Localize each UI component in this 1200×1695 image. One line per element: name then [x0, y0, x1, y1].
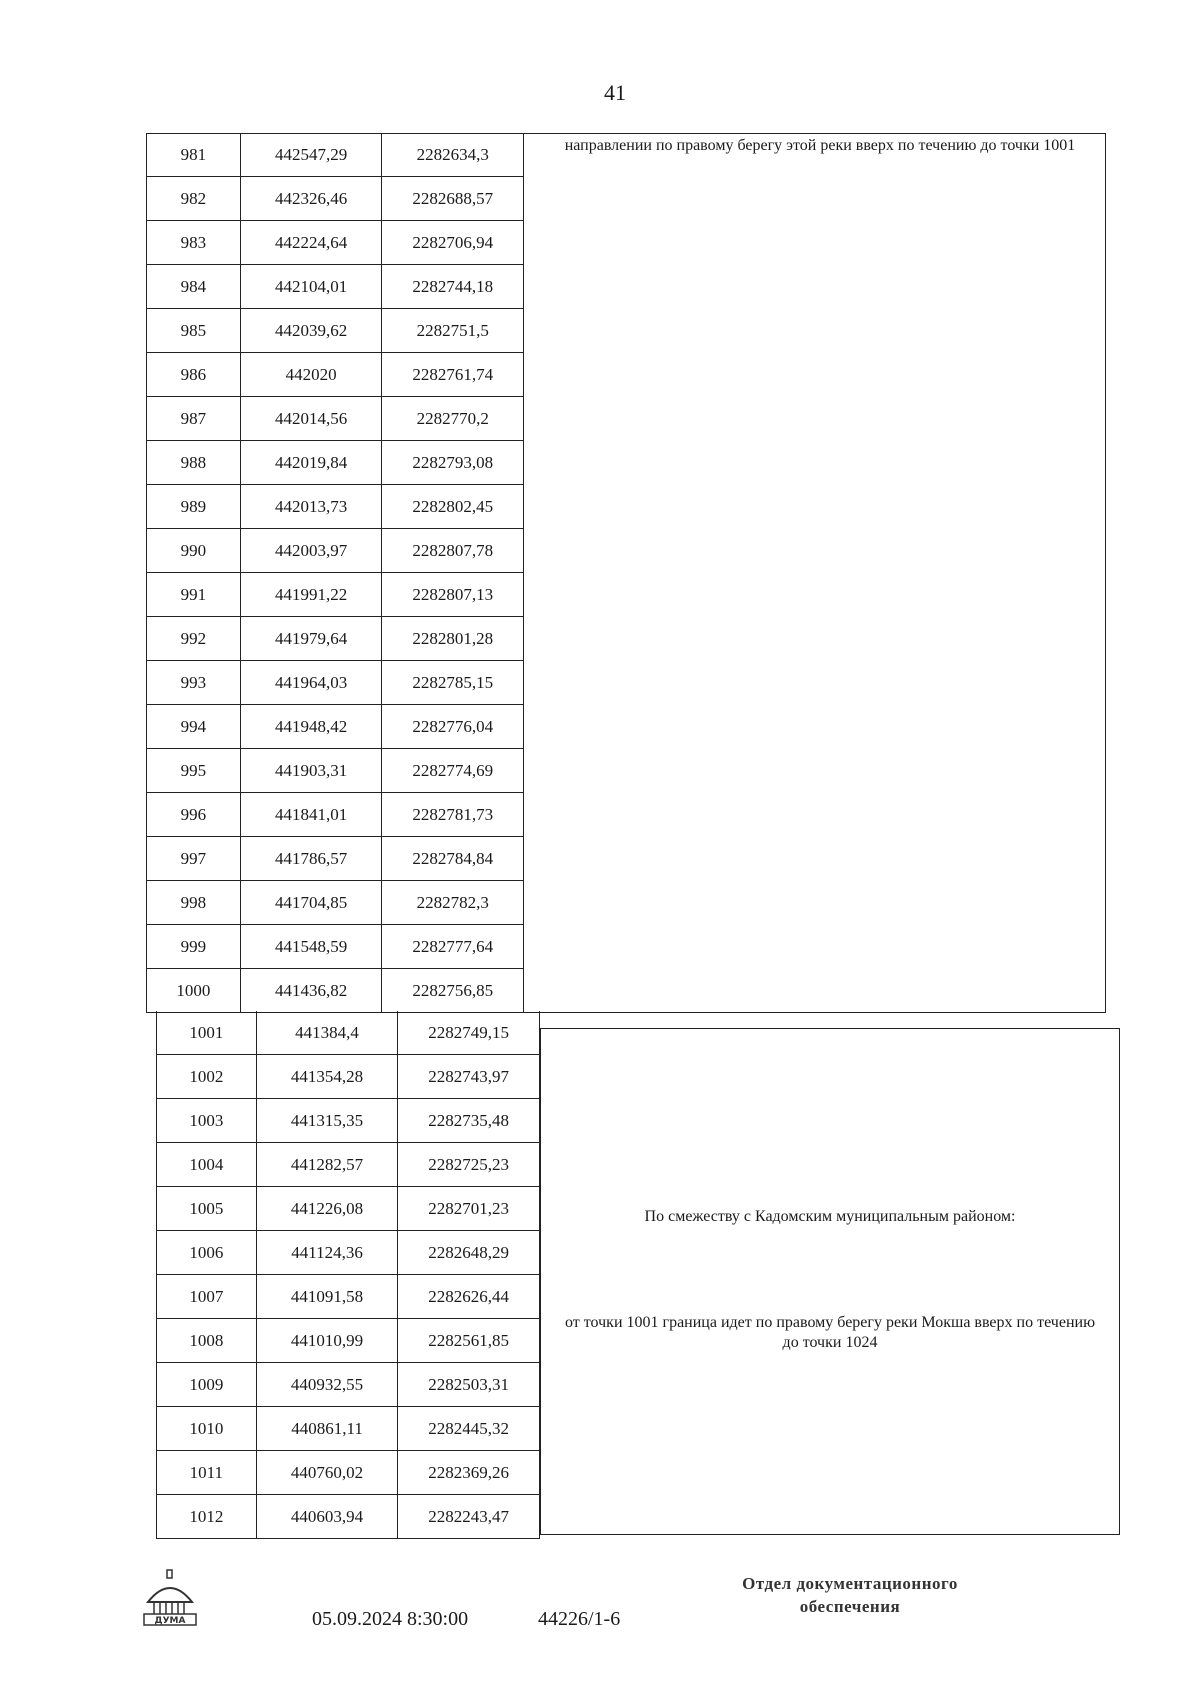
table-row [146, 617, 524, 661]
point-number-cell: 983 [147, 221, 241, 264]
x-coordinate-cell: 441991,22 [241, 573, 383, 616]
x-coordinate-cell: 442039,62 [241, 309, 383, 352]
y-coordinate-cell: 2282782,3 [382, 881, 524, 924]
x-coordinate-cell: 442104,01 [241, 265, 383, 308]
y-coordinate-cell: 2282801,28 [382, 617, 524, 660]
y-coordinate-cell: 2282706,94 [382, 221, 524, 264]
y-coordinate-cell: 2282784,84 [382, 837, 524, 880]
description-heading: По смежеству с Кадомским муниципальным районом: [644, 1208, 1016, 1225]
point-number-cell: 994 [147, 705, 241, 748]
table-row [146, 969, 524, 1013]
x-coordinate-cell: 442020 [241, 353, 383, 396]
y-coordinate-cell: 2282793,08 [382, 441, 524, 484]
x-coordinate-cell: 441786,57 [241, 837, 383, 880]
point-number-cell: 1007 [157, 1275, 257, 1318]
point-number-cell: 997 [147, 837, 241, 880]
point-number-cell: 1001 [157, 1011, 257, 1054]
table-row [146, 749, 524, 793]
x-coordinate-cell: 441354,28 [257, 1055, 399, 1098]
y-coordinate-cell: 2282744,18 [382, 265, 524, 308]
y-coordinate-cell: 2282770,2 [382, 397, 524, 440]
y-coordinate-cell: 2282503,31 [398, 1363, 540, 1406]
x-coordinate-cell: 442013,73 [241, 485, 383, 528]
table-row [156, 1407, 540, 1451]
point-number-cell: 995 [147, 749, 241, 792]
point-number-cell: 987 [147, 397, 241, 440]
x-coordinate-cell: 441226,08 [257, 1187, 399, 1230]
point-number-cell: 988 [147, 441, 241, 484]
x-coordinate-cell: 440760,02 [257, 1451, 399, 1494]
table-row [156, 1495, 540, 1539]
table-row [156, 1055, 540, 1099]
table-row [156, 1363, 540, 1407]
x-coordinate-cell: 441384,4 [257, 1011, 399, 1054]
x-coordinate-cell: 441948,42 [241, 705, 383, 748]
department-line-2: обеспечения [799, 1597, 901, 1616]
y-coordinate-cell: 2282785,15 [382, 661, 524, 704]
point-number-cell: 992 [147, 617, 241, 660]
x-coordinate-cell: 442019,84 [241, 441, 383, 484]
y-coordinate-cell: 2282743,97 [398, 1055, 540, 1098]
y-coordinate-cell: 2282807,13 [382, 573, 524, 616]
department-stamp [700, 1572, 1000, 1618]
y-coordinate-cell: 2282648,29 [398, 1231, 540, 1274]
point-number-cell: 1008 [157, 1319, 257, 1362]
y-coordinate-cell: 2282774,69 [382, 749, 524, 792]
table-row [156, 1011, 540, 1055]
table-row [156, 1319, 540, 1363]
point-number-cell: 982 [147, 177, 241, 220]
table-row [146, 397, 524, 441]
y-coordinate-cell: 2282802,45 [382, 485, 524, 528]
x-coordinate-cell: 442326,46 [241, 177, 383, 220]
table-row [146, 309, 524, 353]
table-row [156, 1231, 540, 1275]
y-coordinate-cell: 2282756,85 [382, 969, 524, 1012]
y-coordinate-cell: 2282688,57 [382, 177, 524, 220]
description-cell-bottom [540, 1028, 1120, 1535]
y-coordinate-cell: 2282776,04 [382, 705, 524, 748]
point-number-cell: 1010 [157, 1407, 257, 1450]
x-coordinate-cell: 442547,29 [241, 133, 383, 176]
point-number-cell: 981 [147, 133, 241, 176]
x-coordinate-cell: 441964,03 [241, 661, 383, 704]
point-number-cell: 989 [147, 485, 241, 528]
table-row [146, 485, 524, 529]
point-number-cell: 986 [147, 353, 241, 396]
x-coordinate-cell: 441315,35 [257, 1099, 399, 1142]
table-row [146, 441, 524, 485]
table-row [146, 265, 524, 309]
y-coordinate-cell: 2282749,15 [398, 1011, 540, 1054]
y-coordinate-cell: 2282626,44 [398, 1275, 540, 1318]
y-coordinate-cell: 2282761,74 [382, 353, 524, 396]
footer-date: 05.09.2024 8:30:00 [312, 1608, 469, 1630]
logo-text: ДУМА [154, 1616, 186, 1626]
table-row [156, 1099, 540, 1143]
point-number-cell: 1003 [157, 1099, 257, 1142]
table-row [146, 881, 524, 925]
page-number: 41 [604, 80, 626, 105]
table-row [146, 177, 524, 221]
table-row [146, 793, 524, 837]
table-row [156, 1143, 540, 1187]
y-coordinate-cell: 2282777,64 [382, 925, 524, 968]
point-number-cell: 1011 [157, 1451, 257, 1494]
point-number-cell: 1004 [157, 1143, 257, 1186]
x-coordinate-cell: 441010,99 [257, 1319, 399, 1362]
table-row [146, 221, 524, 265]
table-row [146, 529, 524, 573]
x-coordinate-cell: 440603,94 [257, 1495, 399, 1538]
x-coordinate-cell: 441548,59 [241, 925, 383, 968]
table-row [146, 925, 524, 969]
y-coordinate-cell: 2282634,3 [382, 133, 524, 176]
y-coordinate-cell: 2282243,47 [398, 1495, 540, 1538]
y-coordinate-cell: 2282561,85 [398, 1319, 540, 1362]
x-coordinate-cell: 441903,31 [241, 749, 383, 792]
x-coordinate-cell: 442014,56 [241, 397, 383, 440]
x-coordinate-cell: 442224,64 [241, 221, 383, 264]
y-coordinate-cell: 2282807,78 [382, 529, 524, 572]
table-row [156, 1451, 540, 1495]
point-number-cell: 1012 [157, 1495, 257, 1538]
point-number-cell: 985 [147, 309, 241, 352]
y-coordinate-cell: 2282735,48 [398, 1099, 540, 1142]
point-number-cell: 1005 [157, 1187, 257, 1230]
description-top: направлении по правому берегу этой реки вверх по течению до точки 1001 [564, 137, 1076, 154]
table-row [146, 353, 524, 397]
y-coordinate-cell: 2282445,32 [398, 1407, 540, 1450]
x-coordinate-cell: 441282,57 [257, 1143, 399, 1186]
y-coordinate-cell: 2282751,5 [382, 309, 524, 352]
x-coordinate-cell: 441436,82 [241, 969, 383, 1012]
point-number-cell: 1002 [157, 1055, 257, 1098]
footer-code: 44226/1-6 [538, 1608, 621, 1630]
table-row [156, 1275, 540, 1319]
point-number-cell: 999 [147, 925, 241, 968]
x-coordinate-cell: 441091,58 [257, 1275, 399, 1318]
x-coordinate-cell: 441979,64 [241, 617, 383, 660]
description-body: от точки 1001 граница идет по правому берегу реки Мокша вверх по течению до точки 1024 [564, 1314, 1096, 1351]
department-line-1: Отдел документационного [742, 1574, 958, 1593]
table-row [146, 133, 524, 177]
x-coordinate-cell: 442003,97 [241, 529, 383, 572]
x-coordinate-cell: 440932,55 [257, 1363, 399, 1406]
x-coordinate-cell: 441704,85 [241, 881, 383, 924]
table-row [146, 661, 524, 705]
y-coordinate-cell: 2282369,26 [398, 1451, 540, 1494]
table-row [146, 837, 524, 881]
point-number-cell: 998 [147, 881, 241, 924]
table-row [146, 573, 524, 617]
point-number-cell: 1009 [157, 1363, 257, 1406]
y-coordinate-cell: 2282701,23 [398, 1187, 540, 1230]
x-coordinate-cell: 440861,11 [257, 1407, 399, 1450]
x-coordinate-cell: 441124,36 [257, 1231, 399, 1274]
point-number-cell: 996 [147, 793, 241, 836]
duma-logo [140, 1568, 200, 1628]
point-number-cell: 984 [147, 265, 241, 308]
point-number-cell: 1000 [147, 969, 241, 1012]
point-number-cell: 993 [147, 661, 241, 704]
point-number-cell: 990 [147, 529, 241, 572]
y-coordinate-cell: 2282725,23 [398, 1143, 540, 1186]
y-coordinate-cell: 2282781,73 [382, 793, 524, 836]
point-number-cell: 991 [147, 573, 241, 616]
x-coordinate-cell: 441841,01 [241, 793, 383, 836]
point-number-cell: 1006 [157, 1231, 257, 1274]
table-row [146, 705, 524, 749]
table-row [156, 1187, 540, 1231]
